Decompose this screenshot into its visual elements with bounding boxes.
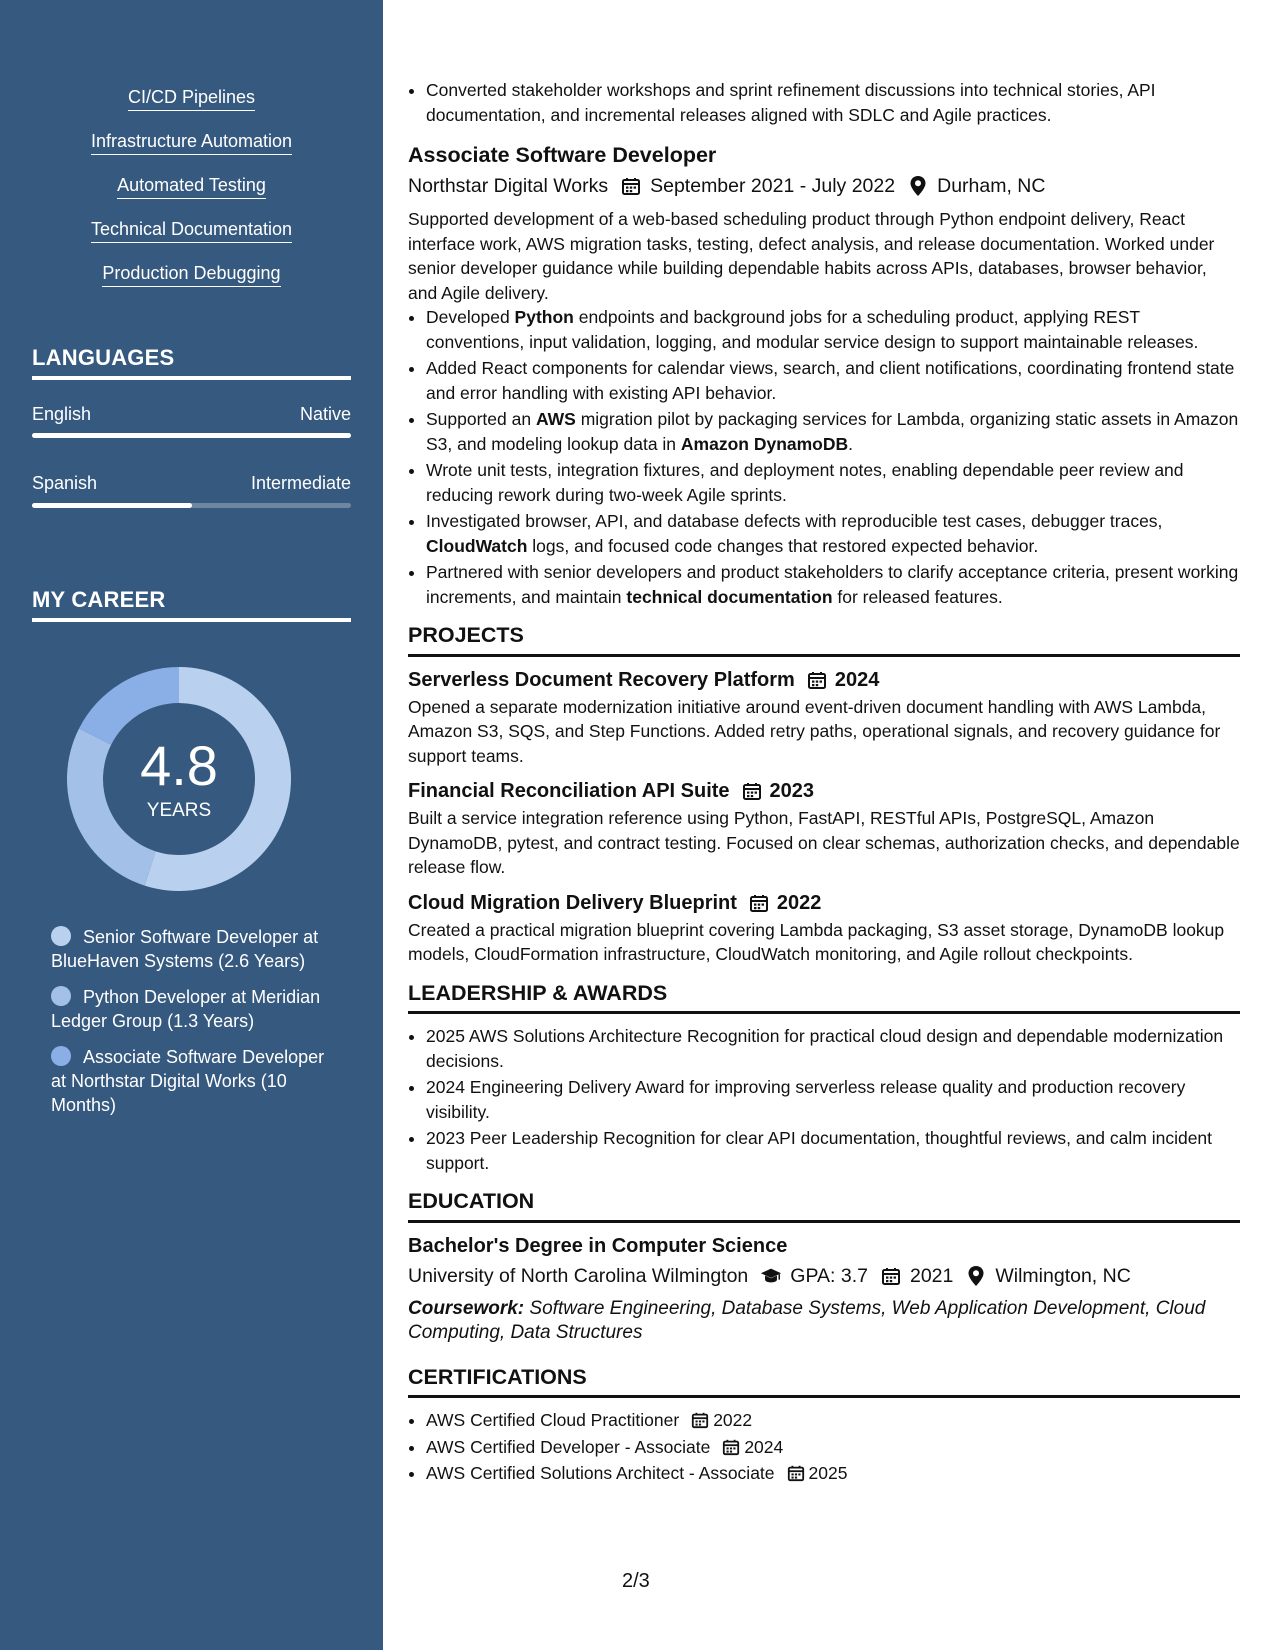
skill-item: Technical Documentation <box>91 218 292 243</box>
calendar-icon <box>787 1464 805 1482</box>
education-gpa: GPA: 3.7 <box>790 1264 868 1287</box>
bullet-item <box>426 509 1240 558</box>
career-unit: YEARS <box>146 800 212 821</box>
calendar-icon <box>691 1411 709 1429</box>
legend-dot <box>51 926 71 946</box>
language-row <box>32 404 351 425</box>
education-meta <box>408 1263 1240 1289</box>
job-summary: Supported development of a web-based scheduling product through Python endpoint delivery, React interface work, AWS migration tasks, testing, defect analysis, and release documentation. Worked under senior developer guidance while building dependable habits across APIs, databases, browser behavior, and Agile delivery. <box>408 209 1215 303</box>
bullet-text: endpoints and background jobs for a scheduling product, applying REST conventions, input validation, logging, and modular service design to support maintainable releases. <box>426 307 1199 352</box>
bullet-keyword: Amazon DynamoDB <box>680 433 849 454</box>
graduation-cap-icon <box>760 1265 782 1287</box>
certification-name: AWS Certified Cloud Practitioner <box>426 1410 680 1430</box>
career-legend-item <box>51 925 341 973</box>
language-level: Native <box>299 404 351 424</box>
bullet-text: Supported an <box>426 409 536 429</box>
project-title-row <box>408 890 1240 916</box>
award-item: • 2024 Engineering Delivery Award for improving serverless release quality and production recovery visibility. <box>426 1075 1240 1124</box>
awards-list <box>408 1024 1240 1175</box>
language-row <box>32 473 351 494</box>
bullet-text: migration pilot by packaging services for Lambda, organizing static assets in Amazon S3, and modeling lookup data in <box>426 409 1239 454</box>
calendar-icon <box>620 175 642 197</box>
project-year: 2024 <box>834 668 880 691</box>
education-year: 2021 <box>909 1264 954 1287</box>
certification-year: 2024 <box>744 1436 784 1457</box>
certification-item <box>426 1408 1240 1433</box>
bullet-item <box>426 407 1240 456</box>
language-name: English <box>32 404 92 424</box>
award-item: • 2025 AWS Solutions Architecture Recognition for practical cloud design and dependable modernization decisions. <box>426 1024 1240 1073</box>
location-pin-icon <box>907 175 929 197</box>
certification-year: 2022 <box>713 1410 753 1430</box>
language-bar <box>32 433 351 438</box>
calendar-icon <box>880 1265 902 1287</box>
bullet-text: Developed <box>426 307 515 327</box>
project-year: 2023 <box>769 780 815 802</box>
job-dates: September 2021 - July 2022 <box>650 175 896 197</box>
job-bullets <box>408 305 1240 609</box>
language-bar <box>32 503 351 508</box>
main-content <box>408 78 1240 1488</box>
skill-item: CI/CD Pipelines <box>128 86 255 111</box>
certification-year: 2025 <box>808 1463 848 1483</box>
project-title: Financial Reconciliation API Suite <box>408 780 730 802</box>
career-legend-item <box>51 985 341 1033</box>
project-title-row <box>408 667 1240 693</box>
legend-dot <box>51 986 71 1006</box>
skills-list <box>0 86 383 306</box>
legend-dot <box>51 1046 71 1066</box>
sidebar <box>0 0 383 1650</box>
calendar-icon <box>807 670 827 690</box>
project-title: Cloud Migration Delivery Blueprint <box>408 891 737 914</box>
career-legend-text: Python Developer at Meridian Ledger Group (1.3 Years) <box>51 987 321 1031</box>
skill-item: Production Debugging <box>102 262 280 287</box>
project-description: Created a practical migration blueprint covering Lambda packaging, S3 asset storage, DynamoDB lookup models, CloudFormation infrastructure, CloudWatch monitoring, and Agile rollout checkpoints. <box>408 919 1225 964</box>
coursework-text: Software Engineering, Database Systems, Web Application Development, Cloud Computing, Data Structures <box>408 1297 1206 1343</box>
career-legend-item <box>51 1045 341 1117</box>
skill-item: Automated Testing <box>117 174 266 199</box>
bullet-item <box>426 305 1240 354</box>
language-bar-fill <box>32 433 351 438</box>
bullet-text: logs, and focused code changes that restored expected behavior. <box>527 535 1039 556</box>
calendar-icon <box>722 1438 740 1456</box>
certification-name: AWS Certified Solutions Architect - Associate <box>426 1463 775 1483</box>
job-meta <box>408 173 1240 199</box>
previous-job-bullets <box>408 78 1240 127</box>
project-title: Serverless Document Recovery Platform <box>408 668 795 691</box>
projects-heading: PROJECTS <box>408 623 1240 657</box>
bullet-item: • Added React components for calendar views, search, and client notifications, coordinating frontend state and error handling with existing API behavior. <box>426 356 1240 405</box>
calendar-icon <box>749 893 769 913</box>
job-company: Northstar Digital Works <box>408 175 609 197</box>
education-coursework <box>408 1297 1240 1345</box>
bullet-keyword: Python <box>514 307 574 327</box>
awards-heading: LEADERSHIP & AWARDS <box>408 981 1240 1015</box>
job-location: Durham, NC <box>937 175 1046 197</box>
certification-name: AWS Certified Developer - Associate <box>426 1436 711 1457</box>
bullet-text: Partnered with senior developers and product stakeholders to clarify acceptance criteria, present working increments, and maintain <box>426 562 1239 607</box>
language-level: Intermediate <box>250 473 351 493</box>
award-item: • 2023 Peer Leadership Recognition for clear API documentation, thoughtful reviews, and calm incident support. <box>426 1126 1240 1175</box>
project-item <box>408 890 1240 967</box>
certifications-heading: CERTIFICATIONS <box>408 1365 1240 1399</box>
project-item <box>408 778 1240 880</box>
page-number: 2/3 <box>622 1570 650 1592</box>
education-heading: EDUCATION <box>408 1189 1240 1223</box>
bullet-keyword: CloudWatch <box>426 535 528 556</box>
location-pin-icon <box>965 1265 987 1287</box>
bullet-text: Investigated browser, API, and database defects with reproducible test cases, debugger traces, <box>426 511 1163 531</box>
certification-item <box>426 1435 1240 1460</box>
project-year: 2022 <box>776 891 822 914</box>
education-location: Wilmington, NC <box>995 1264 1131 1287</box>
project-description: Opened a separate modernization initiative around event-driven document handling with AWS Lambda, Amazon S3, SQS, and Step Functions. Added retry paths, operational signals, and recovery guidance for support teams. <box>408 696 1221 766</box>
calendar-icon <box>742 781 762 801</box>
languages-heading: LANGUAGES <box>32 345 351 380</box>
project-description: Built a service integration reference using Python, FastAPI, RESTful APIs, PostgreSQL, Amazon DynamoDB, pytest, and contract testing. Focused on clear schemas, authorization checks, and dependable release flow. <box>408 808 1240 877</box>
bullet-text: . <box>848 433 854 454</box>
bullet-keyword: technical documentation <box>626 586 833 607</box>
bullet-keyword: AWS <box>535 409 576 429</box>
language-bar-fill <box>32 503 192 508</box>
career-legend-text: Associate Software Developer at Northstar Digital Works (10 Months) <box>51 1047 325 1115</box>
bullet-item: • Converted stakeholder workshops and sprint refinement discussions into technical stories, API documentation, and incremental releases aligned with SDLC and Agile practices. <box>426 78 1240 127</box>
certifications-list <box>408 1408 1240 1486</box>
skill-item: Infrastructure Automation <box>91 130 292 155</box>
career-total: 4.8 <box>140 734 218 797</box>
bullet-text: for released features. <box>832 586 1003 607</box>
bullet-item <box>426 560 1240 609</box>
career-heading: MY CAREER <box>32 587 351 622</box>
language-name: Spanish <box>32 473 98 493</box>
coursework-label: Coursework: <box>408 1297 525 1319</box>
project-title-row <box>408 778 1240 804</box>
education-degree: Bachelor's Degree in Computer Science <box>408 1234 788 1257</box>
project-item <box>408 667 1240 769</box>
job-title: Associate Software Developer <box>408 143 717 167</box>
bullet-item: • Wrote unit tests, integration fixtures, and deployment notes, enabling dependable peer review and reducing rework during two-week Agile sprints. <box>426 458 1240 507</box>
career-legend-text: Senior Software Developer at BlueHaven Systems (2.6 Years) <box>51 927 319 971</box>
certification-item <box>426 1461 1240 1486</box>
education-school: University of North Carolina Wilmington <box>408 1264 749 1287</box>
career-legend <box>51 925 341 1129</box>
